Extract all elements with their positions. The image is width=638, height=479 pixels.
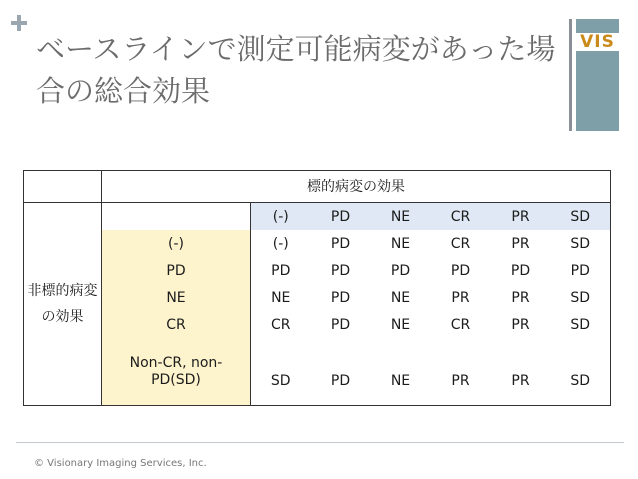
column-header: NE bbox=[371, 203, 431, 231]
table-cell: PR bbox=[511, 289, 530, 306]
column-header: PD bbox=[311, 203, 371, 231]
non-target-lesion-label: 非標的病変の効果 bbox=[27, 283, 98, 325]
blank-header-cell bbox=[102, 203, 251, 231]
column-header: SD bbox=[551, 203, 611, 231]
overall-response-table bbox=[23, 170, 610, 406]
table-cell: NE bbox=[371, 338, 431, 406]
table-cell: PD bbox=[450, 262, 471, 279]
table-cell: CR bbox=[450, 235, 471, 252]
non-target-lesion-header bbox=[24, 203, 102, 406]
table-cell: PD bbox=[510, 262, 531, 279]
table-cell: (-) bbox=[272, 235, 289, 252]
column-header: CR bbox=[431, 203, 491, 231]
vis-logo bbox=[569, 19, 619, 131]
row-label: NE bbox=[102, 284, 251, 311]
table-row bbox=[24, 230, 611, 257]
footer-divider bbox=[16, 442, 624, 443]
table-row bbox=[24, 284, 611, 311]
table-cell: PD bbox=[271, 262, 291, 279]
table-cell: PR bbox=[511, 235, 530, 252]
table-cell: PD bbox=[330, 235, 351, 252]
table-cell: SD bbox=[551, 230, 611, 257]
column-header: (-) bbox=[251, 203, 311, 231]
table-cell: SD bbox=[251, 338, 311, 406]
table-cell: PD bbox=[330, 289, 351, 306]
table-cell: NE bbox=[390, 289, 411, 306]
logo-label: VIS bbox=[580, 32, 615, 52]
table-cell: SD bbox=[551, 311, 611, 338]
table-header-row bbox=[24, 171, 611, 203]
slide-title: ベースラインで測定可能病変があった場合の総合効果 bbox=[36, 32, 556, 109]
row-label: PD bbox=[102, 257, 251, 284]
table-cell: PD bbox=[311, 338, 371, 406]
target-lesion-header: 標的病変の効果 bbox=[102, 171, 611, 203]
table-row bbox=[24, 257, 611, 284]
corner-cell bbox=[24, 171, 102, 203]
table-row bbox=[24, 311, 611, 338]
table-cell: PD bbox=[551, 257, 611, 284]
table-cell: CR bbox=[450, 316, 471, 333]
copyright-text: © Visionary Imaging Services, Inc. bbox=[34, 458, 207, 469]
response-table bbox=[23, 170, 611, 406]
table-cell: SD bbox=[551, 338, 611, 406]
table-cell: CR bbox=[270, 316, 291, 333]
table-cell: SD bbox=[551, 284, 611, 311]
row-label-text: Non-CR, non-PD(SD) bbox=[129, 354, 223, 388]
plus-icon bbox=[10, 14, 28, 32]
row-label bbox=[102, 338, 251, 406]
slide-footer bbox=[0, 442, 638, 479]
table-cell: NE bbox=[390, 235, 411, 252]
table-cell: NE bbox=[390, 316, 411, 333]
table-cell: PD bbox=[390, 262, 411, 279]
table-cell: PR bbox=[451, 289, 470, 306]
column-header: PR bbox=[491, 203, 551, 231]
table-row bbox=[24, 338, 611, 406]
column-header-row bbox=[24, 203, 611, 231]
table-cell: PR bbox=[431, 338, 491, 406]
table-cell: PD bbox=[330, 262, 351, 279]
logo-divider bbox=[569, 19, 572, 131]
table-cell: PD bbox=[330, 316, 351, 333]
table-cell: PR bbox=[511, 316, 530, 333]
row-label: (-) bbox=[102, 230, 251, 257]
row-label: CR bbox=[102, 311, 251, 338]
table-cell: PR bbox=[491, 338, 551, 406]
logo-text bbox=[576, 32, 619, 52]
table-cell: NE bbox=[271, 289, 291, 306]
